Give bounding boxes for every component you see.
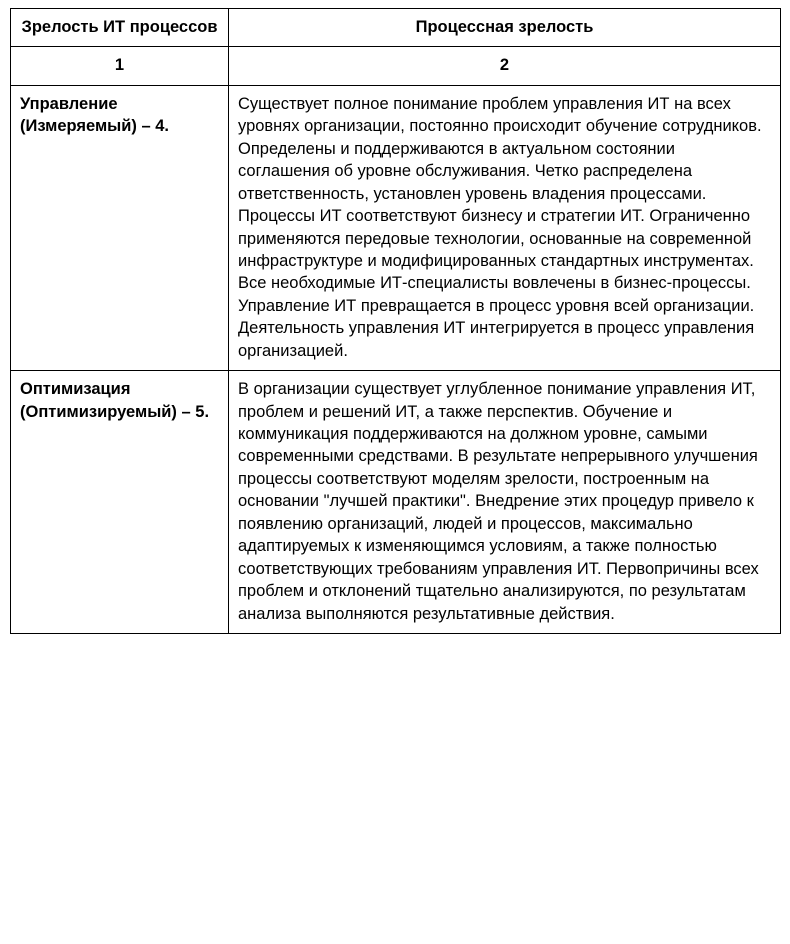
maturity-level-label: Управление (Измеряемый) – 4. — [11, 85, 229, 370]
it-process-maturity-table — [10, 8, 781, 634]
table-row — [11, 85, 781, 370]
table-column-number-row — [11, 47, 781, 85]
table-row — [11, 371, 781, 634]
table-header-cell-process-maturity: Процессная зрелость — [229, 9, 781, 47]
column-number-1: 1 — [11, 47, 229, 85]
maturity-level-description: Существует полное понимание проблем управления ИТ на всех уровнях организации, постоянно происходит обучение сотрудников. Определены и поддерживаются в актуальном состоянии соглашения об уровне обслуживания. Четко распределена ответственность, установлен уровень владения процессами. Процессы ИТ соответствуют бизнесу и стратегии ИТ. Ограниченно применяются передовые технологии, основанные на современной инфраструктуре и модифицированных стандартных инструментах. Все необходимые ИТ-специалисты вовлечены в бизнес-процессы. Управление ИТ превращается в процесс уровня всей организации. Деятельность управления ИТ интегрируется в процесс управления организацией. — [229, 85, 781, 370]
column-number-2: 2 — [229, 47, 781, 85]
maturity-level-label: Оптимизация (Оптимизируемый) – 5. — [11, 371, 229, 634]
table-header-cell-maturity: Зрелость ИТ процессов — [11, 9, 229, 47]
table-header-row — [11, 9, 781, 47]
maturity-level-description: В организации существует углубленное понимание управления ИТ, проблем и решений ИТ, а также перспектив. Обучение и коммуникация поддерживаются на должном уровне, самыми современными средствами. В результате непрерывного улучшения процессы соответствуют моделям зрелости, построенным на основании "лучшей практики". Внедрение этих процедур привело к появлению организаций, людей и процессов, максимально адаптируемых к изменяющимся условиям, а также полностью соответствующих требованиям управления ИТ. Первопричины всех проблем и отклонений тщательно анализируются, по результатам анализа выполняются результативные действия. — [229, 371, 781, 634]
